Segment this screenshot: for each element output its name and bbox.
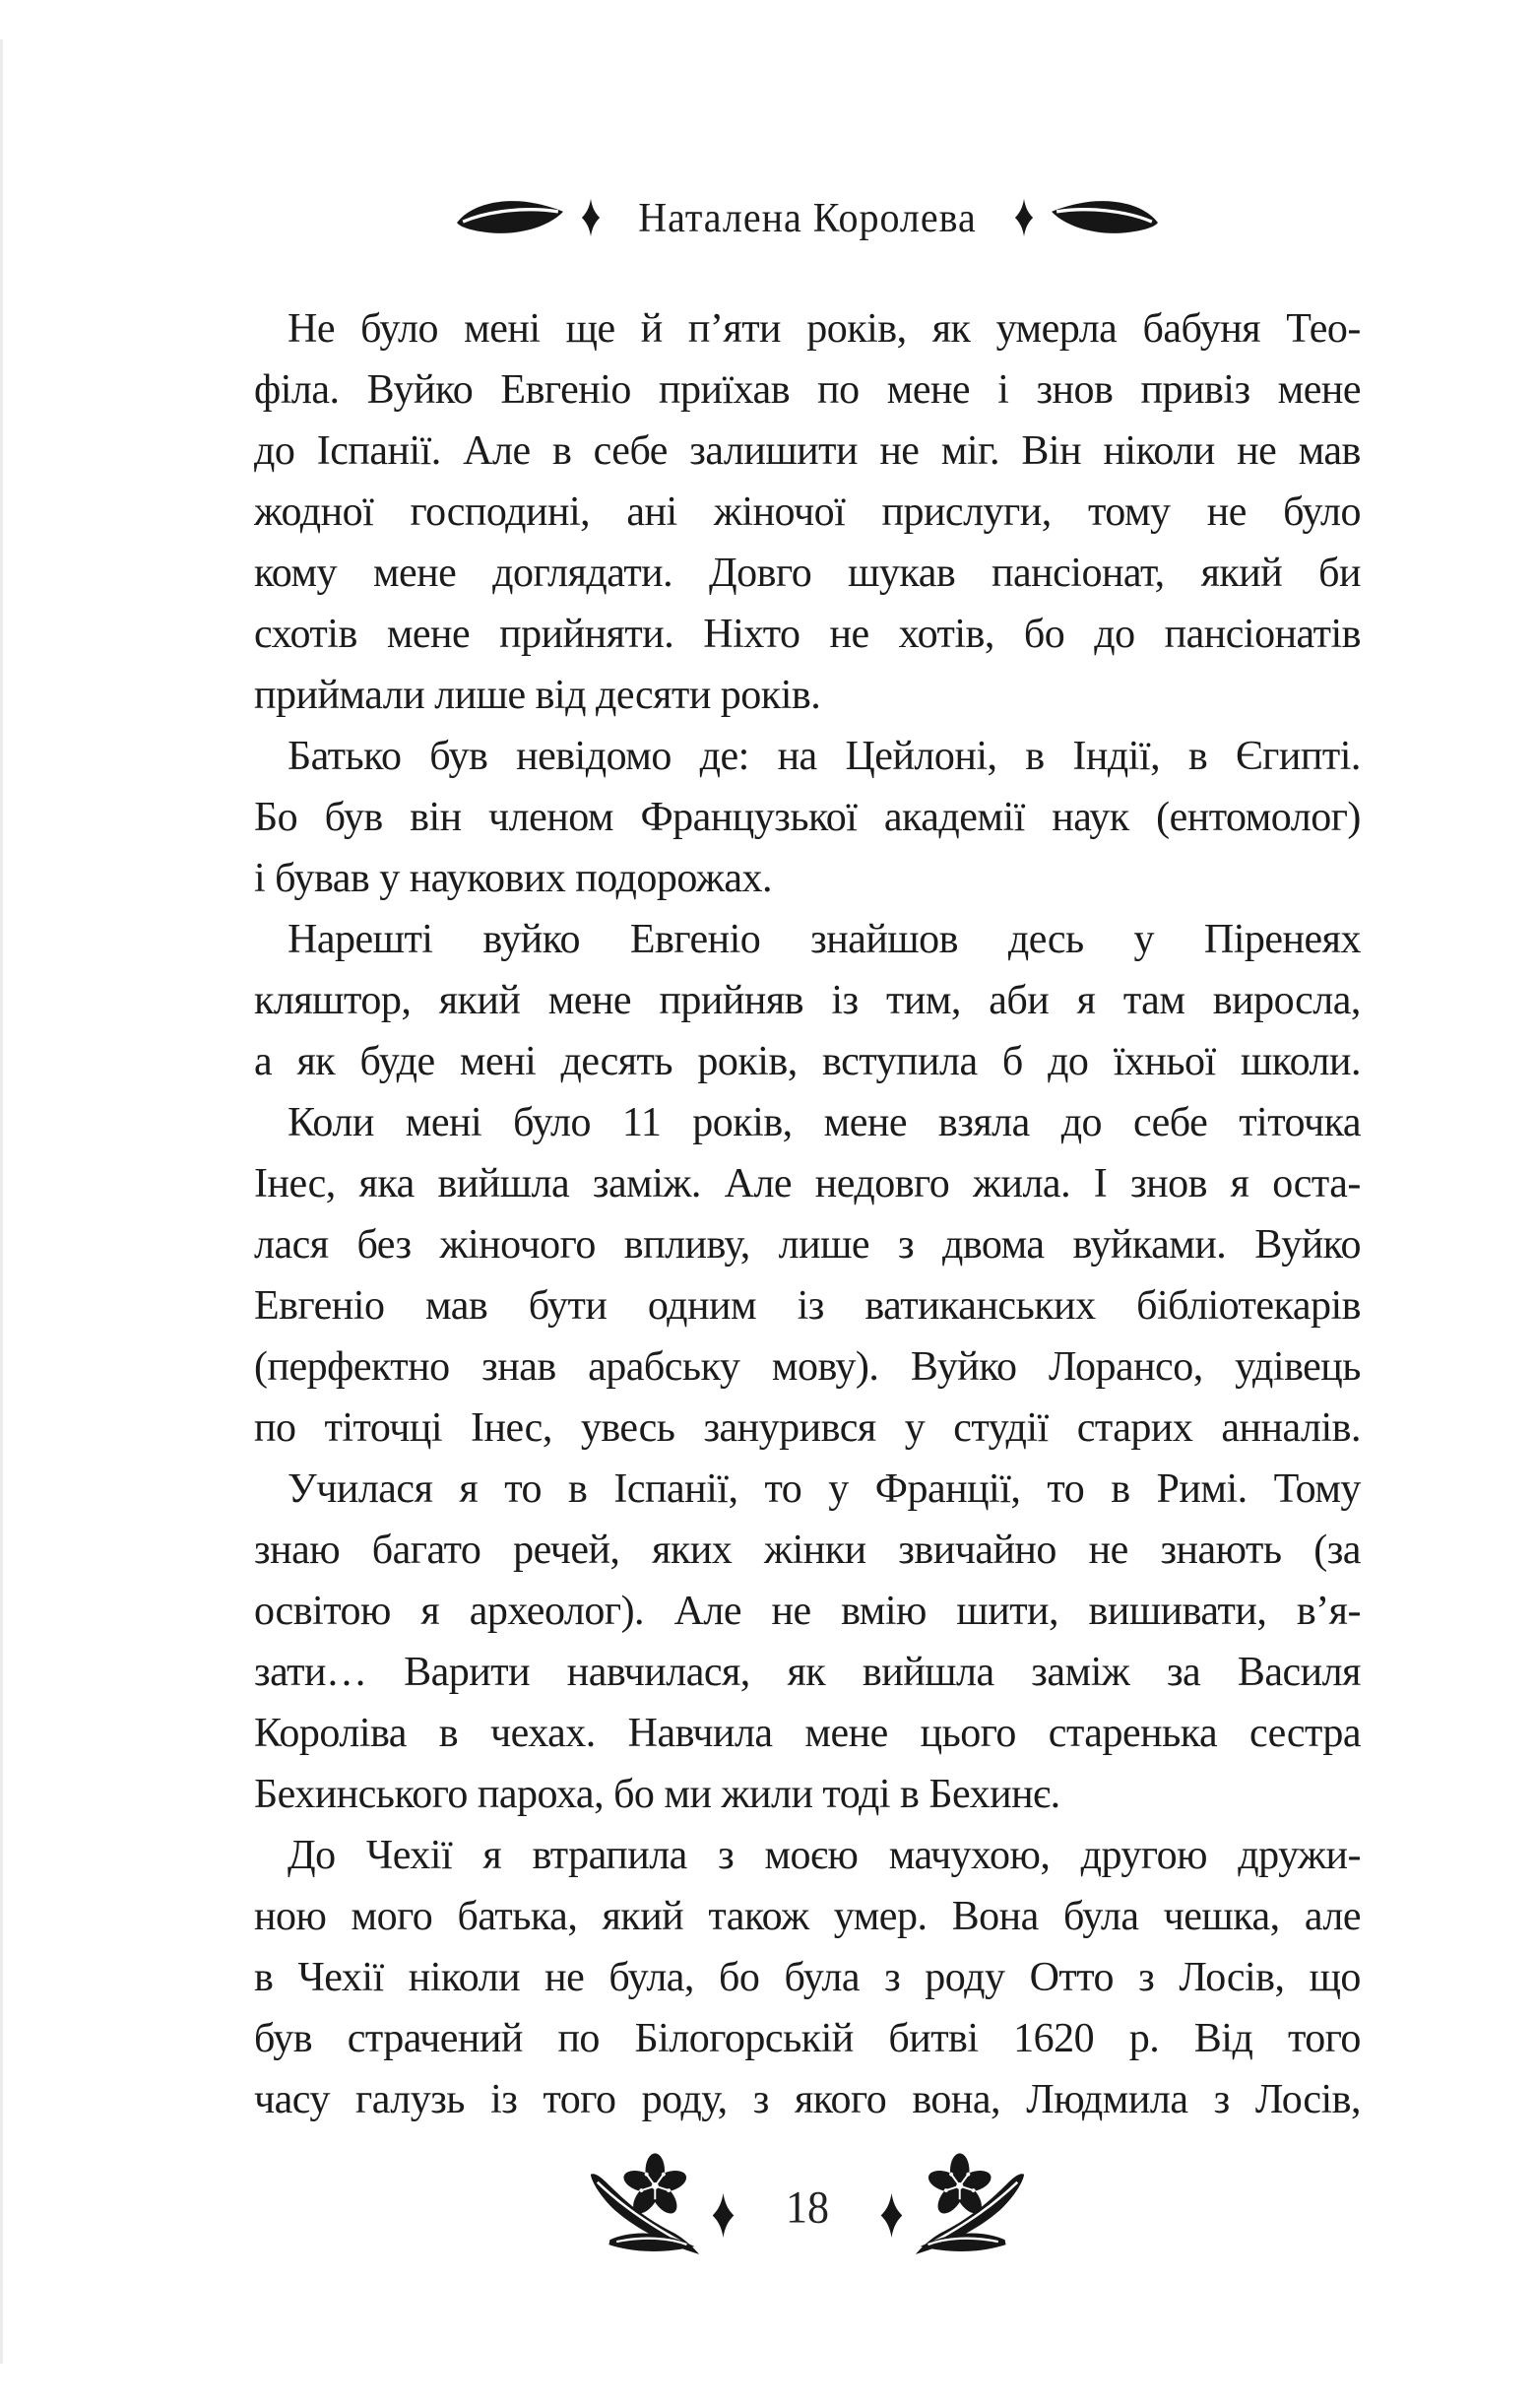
leaf-ornament-left-icon <box>455 198 565 237</box>
paragraph <box>254 1825 1361 2130</box>
paragraph <box>254 298 1361 726</box>
body-text <box>254 298 1361 2130</box>
text-line: Нарешті вуйко Евгеніо знайшов десь у Піренеях <box>288 917 1361 962</box>
page-number: 18 <box>786 2181 829 2234</box>
text-line: і бував у наукових подорожах. <box>254 856 773 901</box>
paragraph <box>254 909 1361 1092</box>
text-line: Інес, яка вийшла заміж. Але недовго жила. І знов я оста- <box>254 1161 1361 1206</box>
text-line: в Чехії ніколи не була, бо була з роду Отто з Лосів, що <box>254 1955 1361 2000</box>
four-point-star-icon <box>710 2193 736 2238</box>
text-line: Коли мені було 11 років, мене взяла до себе тіточка <box>288 1100 1361 1145</box>
flower-ornament-right-icon <box>909 2150 1029 2266</box>
text-line: Бехинського пароха, бо ми жили тоді в Бехинє. <box>254 1772 1060 1817</box>
scan-edge-artifact <box>0 39 3 2364</box>
text-line: Бо був він членом Французької академії наук (ентомолог) <box>254 795 1361 840</box>
paragraph <box>254 1092 1361 1459</box>
text-line: по тіточці Інес, увесь занурився у студії старих анналів. <box>254 1405 1361 1451</box>
text-line: філа. Вуйко Евгеніо приїхав по мене і знов привіз мене <box>254 367 1361 413</box>
text-line: кляштор, який мене прийняв із тим, аби я там виросла, <box>254 978 1361 1023</box>
text-line: а як буде мені десять років, вступила б до їхньої школи. <box>254 1039 1361 1084</box>
page-footer <box>254 2143 1361 2273</box>
author-name: Наталена Королева <box>638 193 977 241</box>
text-line: лася без жіночого впливу, лише з двома вуйками. Вуйко <box>254 1222 1361 1268</box>
paragraph <box>254 726 1361 909</box>
text-line: До Чехії я втрапила з моєю мачухою, другою дружи- <box>288 1833 1361 1878</box>
text-line: (перфектно знав арабську мову). Вуйко Лорансо, удівець <box>254 1344 1361 1390</box>
page-header <box>254 189 1361 246</box>
flower-ornament-left-icon <box>586 2150 706 2266</box>
text-line: був страчений по Білогорській битві 1620 р. Від того <box>254 2016 1361 2061</box>
four-point-star-icon <box>1012 199 1036 236</box>
text-line: Батько був невідомо де: на Цейлоні, в Індії, в Єгипті. <box>288 734 1361 779</box>
text-line: ною мого батька, який також умер. Вона була чешка, але <box>254 1894 1361 1939</box>
text-line: кому мене доглядати. Довго шукав пансіонат, який би <box>254 551 1361 596</box>
text-line: Короліва в чехах. Навчила мене цього старенька сестра <box>254 1711 1361 1756</box>
text-line: зати… Варити навчилася, як вийшла заміж за Василя <box>254 1650 1361 1695</box>
leaf-ornament-right-icon <box>1050 198 1160 237</box>
text-line: приймали лише від десяти років. <box>254 673 821 718</box>
text-line: часу галузь із того роду, з якого вона, Людмила з Лосів, <box>254 2077 1361 2122</box>
text-line: освітою я археолог). Але не вмію шити, вишивати, в’я- <box>254 1589 1361 1634</box>
text-line: Евгеніо мав бути одним із ватиканських бібліотекарів <box>254 1283 1361 1329</box>
paragraph <box>254 1459 1361 1825</box>
text-line: знаю багато речей, яких жінки звичайно не знають (за <box>254 1528 1361 1573</box>
text-line: до Іспанії. Але в себе залишити не міг. Він ніколи не мав <box>254 428 1361 474</box>
four-point-star-icon <box>579 199 603 236</box>
text-line: Не було мені ще й п’яти років, як умерла бабуня Тео- <box>288 306 1361 352</box>
text-line: схотів мене прийняти. Ніхто не хотів, бо до пансіонатів <box>254 612 1361 657</box>
text-line: жодної господині, ані жіночої прислуги, тому не було <box>254 489 1361 535</box>
four-point-star-icon <box>878 2193 905 2238</box>
text-line: Училася я то в Іспанії, то у Франції, то в Римі. Тому <box>288 1466 1361 1512</box>
